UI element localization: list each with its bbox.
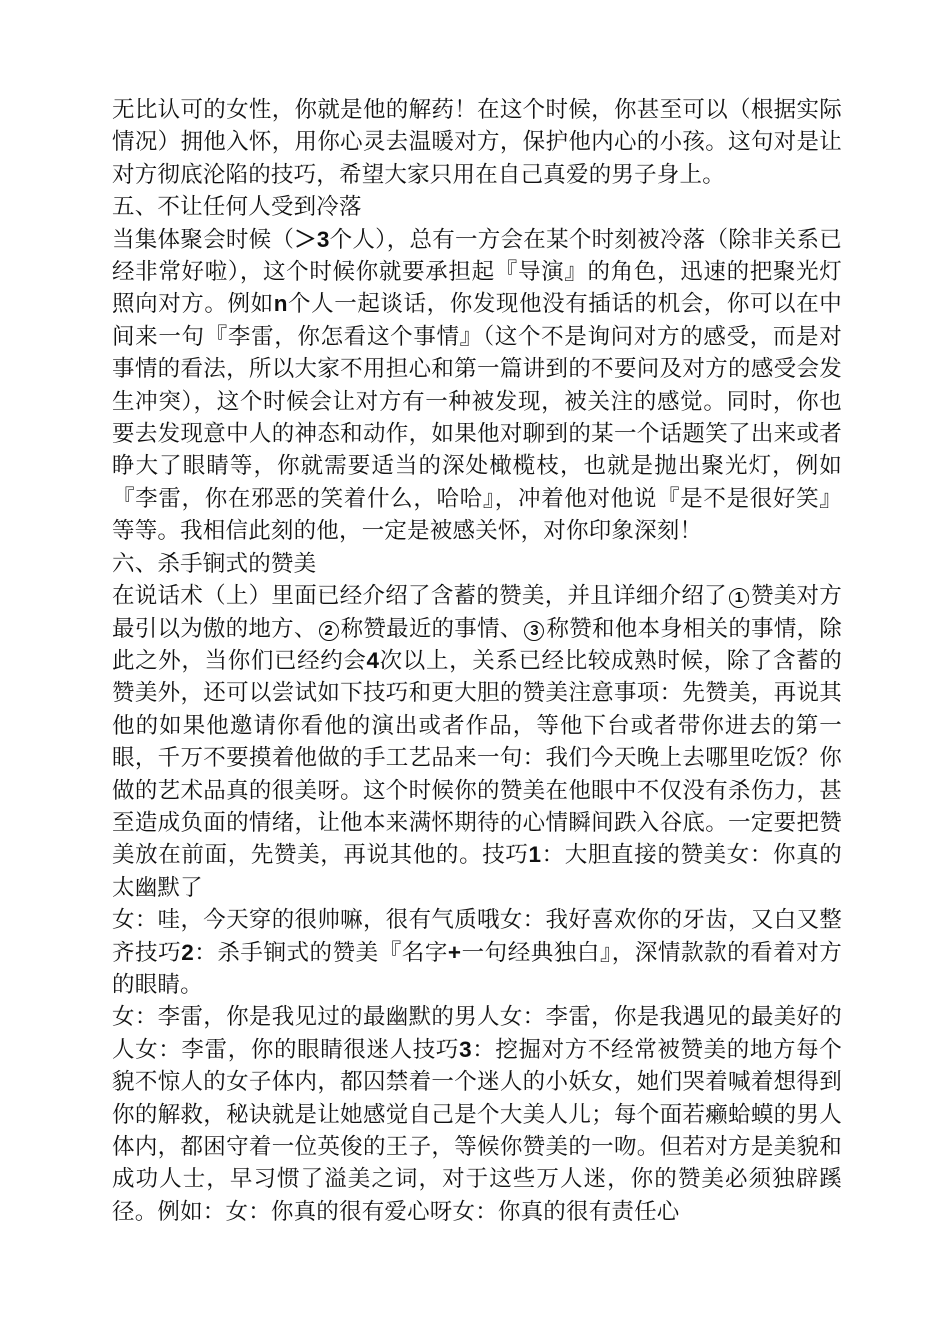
bold-letter: n [273, 291, 288, 317]
document-page [112, 94, 842, 1228]
text-run: 次以上，关系已经比较成熟时候，除了含蓄的赞美外，还可以尝试如下技巧和更大胆的赞美注意事项：先赞美，再说其他的如果他邀请你看他的演出或者作品，等他下台或者带你进去的第一眼，千万不要摸着他做的手工艺品来一句：我们今天晚上去哪里吃饭？你做的艺术品真的很美呀。这个时候你的赞美在他眼中不仅没有杀伤力，甚至造成负面的情绪，让他本来满怀期待的心情瞬间跌入谷底。一定要把赞美放在前面，先赞美，再说其他的。技巧 [112, 647, 842, 869]
bold-number: 1 [528, 842, 542, 868]
paragraph-antidote [112, 94, 842, 191]
bold-plus: + [447, 939, 462, 965]
text-run: 在说话术（上）里面已经介绍了含蓄的赞美，并且详细介绍了 [112, 583, 727, 610]
bold-number: 2 [181, 939, 194, 965]
bold-number: 4 [366, 647, 380, 673]
text-run: 个人），总有一方会在某个时刻被冷落（除非关系已经非常好啦），这个时候你就要承担起『导演』的角色，迅速的把聚光灯照向对方。例如 [112, 226, 842, 318]
paragraph-group-gathering [112, 224, 842, 548]
paragraph-praise-intro [112, 580, 842, 904]
section-heading-five [112, 191, 842, 223]
text-run: 称赞最近的事情、 [340, 615, 523, 642]
text-run: 一句经典独白』，深情款款的看着对方的眼睛。 [112, 939, 843, 998]
heading-text: 五、不让任何人受到冷落 [112, 194, 362, 221]
heading-text: 六、杀手锏式的赞美 [112, 550, 317, 577]
paragraph-technique-two [112, 904, 842, 1001]
text-run: 当集体聚会时候（ [112, 226, 295, 253]
paragraph-technique-three [112, 1001, 842, 1228]
text-run: 女：哇，今天穿的很帅嘛，很有气质哦女：我好喜欢你的牙齿，又白又整齐技巧 [112, 907, 842, 966]
text-run: ：大胆直接的赞美女：你真的太幽默了 [112, 842, 842, 901]
text-run: 个人一起谈话，你发现他没有插话的机会，你可以在中间来一句『李雷，你怎看这个事情』（这个不是询问对方的感受，而是对事情的看法，所以大家不用担心和第一篇讲到的不要问及对方的感受会发生冲突），这个时候会让对方有一种被发现，被关注的感觉。同时，你也要去发现意中人的神态和动作，如果他对聊到的某一个话题笑了出来或者睁大了眼睛等，你就需要适当的深处橄榄枝，也就是抛出聚光灯，例如『李雷，你在邪恶的笑着什么，哈哈』，冲着他对他说『是不是很好笑』等等。我相信此刻的他，一定是被感关怀，对你印象深刻！ [112, 291, 842, 545]
circled-number-two: 2 [319, 621, 339, 641]
text-run: 女：李雷，你是我见过的最幽默的男人女：李雷，你是我遇见的最美好的人女：李雷，你的眼睛很迷人技巧 [112, 1004, 842, 1063]
circled-number-three: 3 [524, 621, 544, 641]
section-heading-six [112, 548, 842, 580]
text-run: ：挖掘对方不经常被赞美的地方每个貌不惊人的女子体内，都囚禁着一个迷人的小妖女，她们哭着喊着想得到你的解救，秘诀就是让她感觉自己是个大美人儿；每个面若癞蛤蟆的男人体内，都困守着一位英俊的王子，等候你赞美的一吻。但若对方是美貌和成功人士，早习惯了溢美之词，对于这些万人迷，你的赞美必须独辟蹊径。例如：女：你真的很有爱心呀女：你真的很有责任心 [112, 1036, 842, 1225]
text-run: ：杀手锏式的赞美『名字 [193, 939, 448, 966]
text-run: 赞美对方最引以为傲的地方、 [112, 583, 842, 642]
text-run: 称赞和他本身相关的事情，除此之外，当你们已经约会 [112, 615, 842, 674]
bold-number: ＞3 [294, 226, 330, 252]
circled-number-one: 1 [729, 588, 749, 608]
bold-number: 3 [459, 1036, 472, 1062]
paragraph-text: 无比认可的女性，你就是他的解药！在这个时候，你甚至可以（根据实际情况）拥他入怀，用你心灵去温暖对方，保护他内心的小孩。这句对是让对方彻底沦陷的技巧，希望大家只用在自己真爱的男子身上。 [112, 97, 842, 188]
